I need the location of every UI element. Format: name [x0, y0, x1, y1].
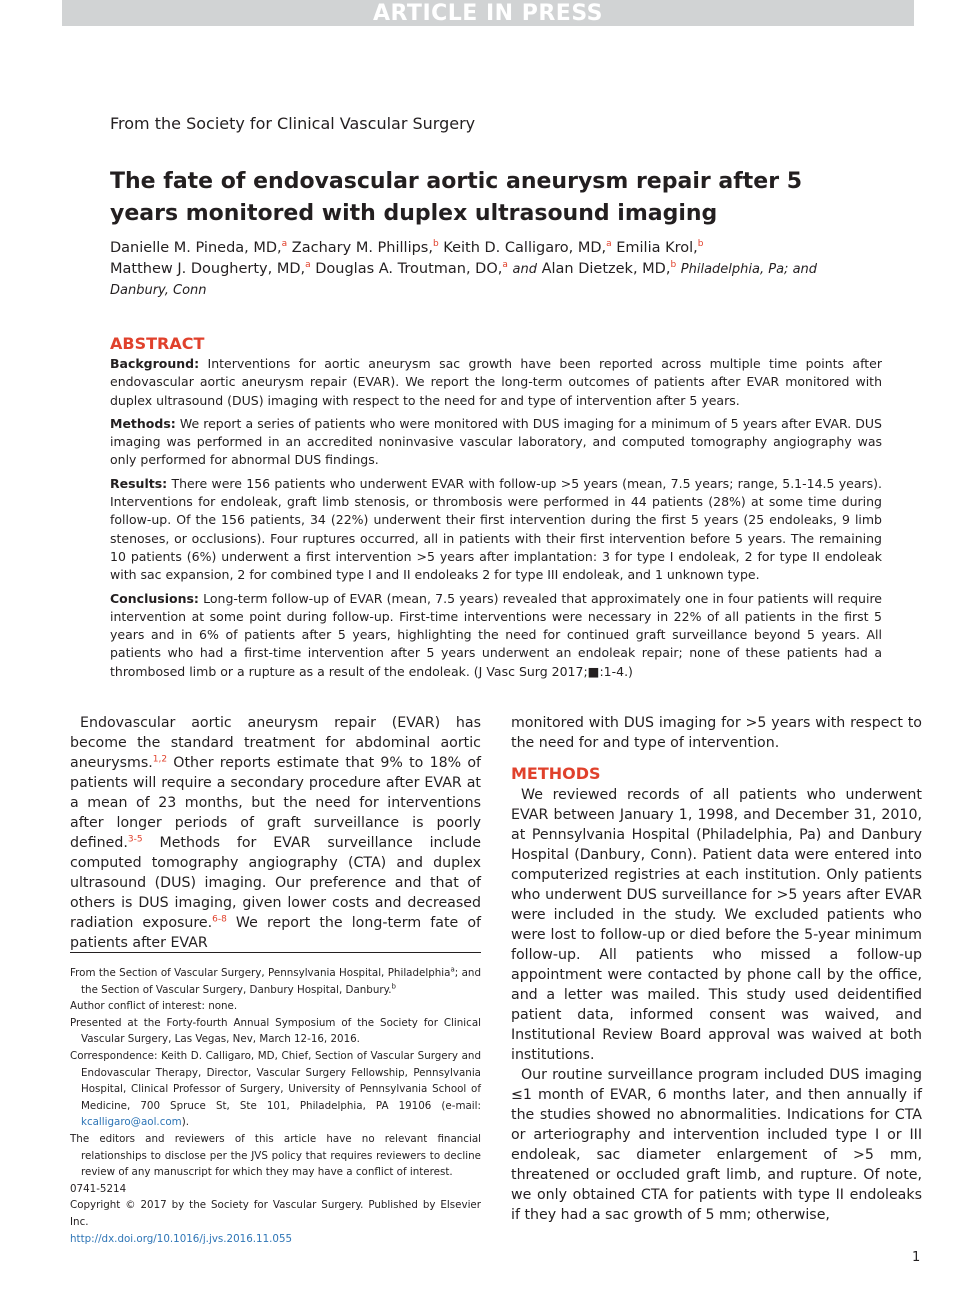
abstract [110, 355, 882, 686]
author: Keith D. Calligaro, MD, [443, 240, 607, 256]
copyright: Copyright © 2017 by the Society for Vascular Surgery. Published by Elsevier Inc. [70, 1199, 481, 1228]
reference-link[interactable]: 1,2 [152, 754, 168, 765]
article-title: The fate of endovascular aortic aneurysm repair after 5 years monitored with duplex ultrasound imaging [110, 169, 803, 226]
authors-and: and [512, 262, 537, 277]
email-link[interactable]: kcalligaro@aol.com [81, 1116, 182, 1129]
affiliation-mark: a [281, 239, 288, 250]
affiliation-mark: a [502, 260, 508, 271]
author: Douglas A. Troutman, DO, [315, 261, 503, 277]
intro-text: Methods for EVAR surveillance include computed tomography angiography (CTA) and duplex ultrasound (DUS) imaging. Our preference and that of others is DUS imaging, given lower costs and decreased radiation exposure. [70, 835, 481, 931]
intro-continuation: monitored with DUS imaging for >5 years with respect to the need for and type of intervention. [511, 715, 922, 751]
page-number: 1 [912, 1250, 921, 1265]
author: Matthew J. Dougherty, MD, [110, 261, 306, 277]
abstract-methods [110, 415, 882, 470]
body-left-column [70, 713, 481, 953]
society-heading: From the Society for Clinical Vascular Surgery [110, 114, 476, 133]
methods-text: We report a series of patients who were monitored with DUS imaging for a minimum of 5 years after EVAR. DUS imaging was performed in an accredited noninvasive vascular laboratory, and computed tomography angiography was only performed for abnormal DUS findings. [110, 415, 882, 468]
abstract-results [110, 475, 882, 585]
correspondence-text: ). [181, 1116, 189, 1129]
results-text: There were 156 patients who underwent EVAR with follow-up >5 years (mean, 7.5 years; range, 5.1-14.5 years). Interventions for endoleak, graft limb stenosis, or thrombosis were performed in 44 patients (28%) at some time during follow-up. Of the 156 patients, 34 (22%) underwent their first intervention during the first 5 years (25 endoleaks, 9 limb stenoses, or occlusions). Four ruptures occurred, all in patients with their first intervention before 5 years. The remaining 10 patients (6%) underwent a first intervention >5 years after implantation: 3 for type I endoleak, 2 for type II endoleak with sac expansion, 2 for combined type I and II endoleaks 2 for type III endoleak, and 1 unknown type. [110, 475, 882, 583]
abstract-conclusions [110, 590, 882, 681]
intro-text: Other reports estimate that 9% to 18% of patients will require a secondary procedure after EVAR at a mean of 23 months, but the need for interventions after longer periods of graft surveillance is poorly defined. [70, 755, 481, 851]
results-label: Results: [110, 475, 168, 491]
surveillance-paragraph: Our routine surveillance program included DUS imaging ≤1 month of EVAR, 6 months later, and then annually if the studies showed no abnormalities. Indications for CTA or arteriography and intervention included type I or III endoleak, sac diameter enlargement of >5 mm, threatened or occluded graft limb, and rupture. Of note, we only obtained CTA for patients with type II endoleaks if they had a sac growth of 5 mm; otherwise, [511, 1067, 922, 1223]
author-list [110, 238, 870, 301]
intro-text: We report the long-term fate of patients after EVAR [70, 915, 481, 951]
issn: 0741-5214 [70, 1182, 127, 1195]
footnote-divider [70, 952, 481, 953]
affiliation-mark: b [432, 239, 439, 250]
abstract-background [110, 355, 882, 410]
affiliation-footnote [70, 965, 481, 998]
intro-paragraph [70, 713, 481, 953]
background-label: Background: [110, 356, 200, 371]
author: Alan Dietzek, MD, [541, 261, 671, 277]
affiliation-mark: a [450, 965, 455, 974]
doi-link[interactable]: http://dx.doi.org/10.1016/j.jvs.2016.11.055 [70, 1232, 293, 1245]
background-text: Interventions for aortic aneurysm sac growth have been reported across multiple time points after endovascular aortic aneurysm repair (EVAR). We report the long-term outcomes of patients after EVAR monitored with duplex ultrasound (DUS) imaging with respect to the need for and type of intervention after 5 years. [110, 356, 882, 408]
methods-label: Methods: [110, 415, 176, 431]
methods-heading: METHODS [511, 764, 601, 783]
reference-link[interactable]: 6-8 [212, 914, 227, 925]
body-right-column [511, 713, 922, 1225]
conclusions-label: Conclusions: [110, 590, 199, 606]
correspondence-text: Correspondence: Keith D. Calligaro, MD, Chief, Section of Vascular Surgery and Endovascular Therapy, Director, Vascular Surgery Fellowship, Pennsylvania Hospital, Clinical Professor of Surgery, University of Pennsylvania School of Medicine, 700 Spruce St, Ste 101, Philadelphia, PA 19106 (e-mail: [70, 1049, 481, 1112]
affiliation-mark: a [305, 260, 311, 271]
affiliation-mark: b [391, 982, 396, 991]
author: Danielle M. Pineda, MD, [110, 240, 282, 256]
affiliation-text: From the Section of Vascular Surgery, Pennsylvania Hospital, Philadelphia [70, 967, 451, 979]
conflict-footnote: Author conflict of interest: none. [70, 1000, 238, 1013]
presented-footnote: Presented at the Forty-fourth Annual Symposium of the Society for Clinical Vascular Surgery, Las Vegas, Nev, March 12-16, 2016. [70, 1016, 481, 1046]
affiliation-mark: b [697, 239, 704, 250]
abstract-heading: ABSTRACT [110, 334, 205, 353]
author-location: Philadelphia, Pa; and Danbury, Conn [110, 262, 818, 298]
intro-text: Endovascular aortic aneurysm repair (EVAR) has become the standard treatment for abdominal aortic aneurysms. [70, 715, 481, 771]
footnotes [70, 965, 481, 1247]
editors-footnote: The editors and reviewers of this article have no relevant financial relationships to disclose per the JVS policy that requires reviewers to decline review of any manuscript for which they may have a conflict of interest. [70, 1132, 481, 1179]
affiliation-text: ; and the Section of Vascular Surgery, Danbury Hospital, Danbury. [81, 967, 481, 996]
affiliation-mark: b [670, 260, 677, 271]
methods-paragraph: We reviewed records of all patients who underwent EVAR between January 1, 1998, and December 31, 2010, at Pennsylvania Hospital (Philadelphia, Pa) and Danbury Hospital (Danbury, Conn). Patient data were entered into computerized registries at each institution. Only patients who underwent DUS surveillance for >5 years after EVAR were included in the study. We excluded patients who were lost to follow-up or died before the 5-year minimum follow-up. All patients who missed a follow-up appointment were contacted by phone call by the office, and a letter was mailed. This study used deidentified patient data, informed consent was waived, and Institutional Review Board approval was waived at both institutions. [511, 787, 922, 1063]
conclusions-text: Long-term follow-up of EVAR (mean, 7.5 years) revealed that approximately one in four patients will require intervention at some point during follow-up. First-time interventions were necessary in 22% of all patients in the first 5 years and in 6% of patients after 5 years, highlighting the need for continued graft surveillance beyond 5 years. All patients who had a first-time intervention after 5 years underwent an endoleak repair; none of these patients had a thrombosed limb or a rupture as a result of the endoleak. (J Vasc Surg 2017;■:1-4.) [110, 590, 882, 679]
reference-link[interactable]: 3-5 [127, 834, 143, 845]
author: Emilia Krol, [616, 240, 698, 256]
author: Zachary M. Phillips, [291, 240, 433, 256]
correspondence-footnote [70, 1048, 481, 1131]
article-in-press-banner: ARTICLE IN PRESS [62, 0, 914, 26]
affiliation-mark: a [606, 239, 612, 250]
